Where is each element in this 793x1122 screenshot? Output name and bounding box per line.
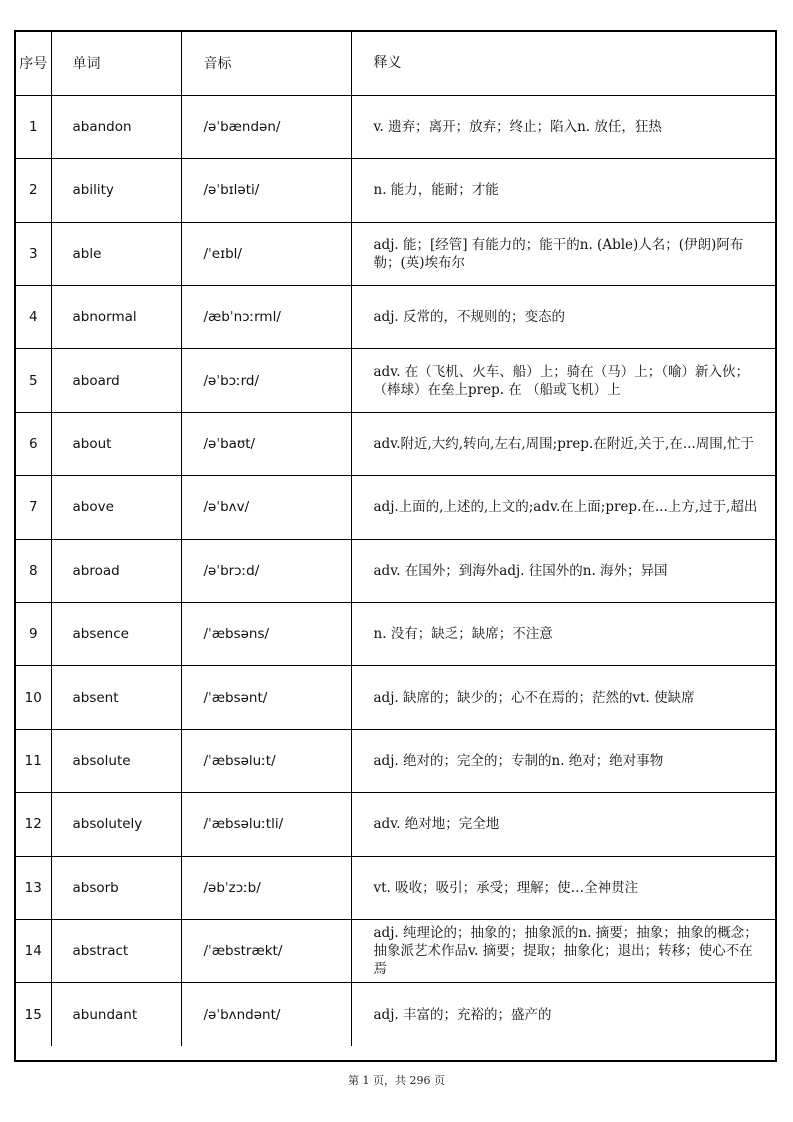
row-definition: adj. 能；[经管] 有能力的；能干的n. (Able)人名；(伊朗)阿布勒；(英)埃布尔 [351, 222, 775, 285]
row-word: absolutely [51, 793, 181, 856]
row-definition: adj. 反常的，不规则的；变态的 [351, 286, 775, 349]
row-phonetic: /ˈeɪbl/ [181, 222, 351, 285]
row-phonetic: /æbˈnɔːrml/ [181, 286, 351, 349]
row-word: abandon [51, 95, 181, 158]
row-phonetic: /əˈbaʊt/ [181, 412, 351, 475]
row-phonetic: /ˈæbsəluːtli/ [181, 793, 351, 856]
row-index: 4 [16, 286, 51, 349]
row-word: aboard [51, 349, 181, 412]
table-header-row [16, 32, 775, 95]
row-index: 9 [16, 603, 51, 666]
row-phonetic: /əˈbrɔːd/ [181, 539, 351, 602]
row-word: able [51, 222, 181, 285]
row-index: 15 [16, 983, 51, 1046]
row-index: 2 [16, 159, 51, 222]
table-row [16, 919, 775, 982]
row-definition: adv. 绝对地；完全地 [351, 793, 775, 856]
row-word: abundant [51, 983, 181, 1046]
row-word: about [51, 412, 181, 475]
row-phonetic: /əˈbændən/ [181, 95, 351, 158]
row-phonetic: /ˈæbsəns/ [181, 603, 351, 666]
table-row [16, 983, 775, 1046]
row-index: 7 [16, 476, 51, 539]
row-index: 8 [16, 539, 51, 602]
row-definition: adj.上面的,上述的,上文的;adv.在上面;prep.在...上方,过于,超出 [351, 476, 775, 539]
table-row [16, 539, 775, 602]
row-index: 5 [16, 349, 51, 412]
row-word: absorb [51, 856, 181, 919]
row-index: 13 [16, 856, 51, 919]
row-index: 14 [16, 919, 51, 982]
row-word: abstract [51, 919, 181, 982]
row-index: 3 [16, 222, 51, 285]
row-index: 10 [16, 666, 51, 729]
row-word: abroad [51, 539, 181, 602]
page-footer: 第 1 页，共 296 页 [348, 1074, 445, 1087]
row-definition: adv. 在（飞机、火车、船）上；骑在（马）上；（喻）新入伙；（棒球）在垒上prep. 在 （船或飞机）上 [351, 349, 775, 412]
row-definition: n. 能力，能耐；才能 [351, 159, 775, 222]
row-index: 12 [16, 793, 51, 856]
table-row [16, 476, 775, 539]
header-definition: 释义 [351, 32, 775, 95]
table-row [16, 159, 775, 222]
row-definition: vt. 吸收；吸引；承受；理解；使…全神贯注 [351, 856, 775, 919]
table-row [16, 286, 775, 349]
row-phonetic: /ˈæbstrækt/ [181, 919, 351, 982]
row-definition: adv. 在国外；到海外adj. 往国外的n. 海外；异国 [351, 539, 775, 602]
row-phonetic: /ˈæbsəluːt/ [181, 729, 351, 792]
row-word: abnormal [51, 286, 181, 349]
row-index: 11 [16, 729, 51, 792]
row-phonetic: /əˈbʌndənt/ [181, 983, 351, 1046]
table-row [16, 729, 775, 792]
table-row [16, 349, 775, 412]
row-word: ability [51, 159, 181, 222]
table-row [16, 603, 775, 666]
table-row [16, 666, 775, 729]
vocabulary-table [16, 32, 775, 1046]
row-definition: adv.附近,大约,转向,左右,周围;prep.在附近,关于,在...周围,忙于 [351, 412, 775, 475]
row-definition: adj. 丰富的；充裕的；盛产的 [351, 983, 775, 1046]
row-definition: adj. 纯理论的；抽象的；抽象派的n. 摘要；抽象；抽象的概念；抽象派艺术作品v. 摘要；提取；抽象化；退出；转移；使心不在焉 [351, 919, 775, 982]
table-row [16, 856, 775, 919]
row-word: absent [51, 666, 181, 729]
row-phonetic: /əˈbɔːrd/ [181, 349, 351, 412]
row-word: absolute [51, 729, 181, 792]
row-definition: adj. 缺席的；缺少的；心不在焉的；茫然的vt. 使缺席 [351, 666, 775, 729]
row-index: 1 [16, 95, 51, 158]
header-word: 单词 [51, 32, 181, 95]
row-word: above [51, 476, 181, 539]
header-index: 序号 [16, 32, 51, 95]
row-definition: adj. 绝对的；完全的；专制的n. 绝对；绝对事物 [351, 729, 775, 792]
row-word: absence [51, 603, 181, 666]
header-phonetic: 音标 [181, 32, 351, 95]
row-phonetic: /ˈæbsənt/ [181, 666, 351, 729]
table-row [16, 793, 775, 856]
row-definition: v. 遗弃；离开；放弃；终止；陷入n. 放任，狂热 [351, 95, 775, 158]
row-phonetic: /əbˈzɔːb/ [181, 856, 351, 919]
row-index: 6 [16, 412, 51, 475]
table-row [16, 95, 775, 158]
row-phonetic: /əˈbɪləti/ [181, 159, 351, 222]
table-row [16, 222, 775, 285]
row-definition: n. 没有；缺乏；缺席；不注意 [351, 603, 775, 666]
row-phonetic: /əˈbʌv/ [181, 476, 351, 539]
vocabulary-table-frame [14, 30, 777, 1062]
table-row [16, 412, 775, 475]
